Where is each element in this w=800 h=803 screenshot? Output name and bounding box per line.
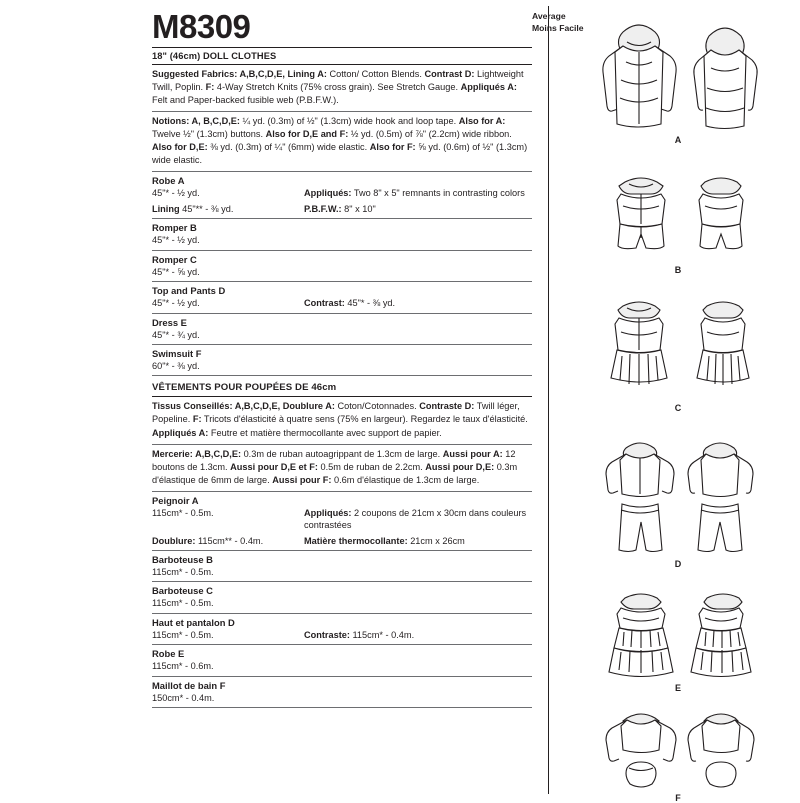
yardage-row — [152, 329, 532, 344]
yardage-size: 45"* - ½ yd. — [152, 235, 200, 246]
french-notions: Mercerie: A,B,C,D,E: 0.3m de ruban autoagrippant de 1.3cm de large. Aussi pour A: 12 boutons de 1.3cm. Aussi pour D,E et F: 0.5m de ruban de 2.2cm. Aussi pour D,E: 0.3m d'élastique de 6mm de large. Aussi pour F: 0.6m d'élastique de 1.3cm de large. — [152, 448, 518, 485]
view-letter-d: D — [674, 559, 682, 569]
english-fabrics: Suggested Fabrics: A,B,C,D,E, Lining A: Cotton/ Cotton Blends. Contrast D: Lightweight Twill, Poplin. F: 4-Way Stretch Knits (75% cross grain). See Stretch Gauge. Appliqués A: Felt and Paper-backed fusible web (P.B.F.W.). — [152, 69, 524, 106]
yardage-size: 45"* - ½ yd. — [152, 298, 200, 309]
yardage-section-title: Peignoir A — [152, 494, 199, 506]
yardage-size: Lining 45"** - ⅜ yd. — [152, 203, 234, 214]
yardage-row — [152, 597, 532, 612]
garment-top-pants-d-back-icon — [684, 434, 758, 558]
view-illustration-d — [556, 434, 800, 569]
english-title: 18" (46cm) DOLL CLOTHES — [152, 51, 277, 61]
french-yardage-sections — [152, 492, 532, 708]
yardage-row — [152, 692, 532, 707]
view-letter-c: C — [674, 403, 682, 413]
garment-dress-e-back-icon — [685, 590, 759, 682]
view-illustration-b — [556, 172, 800, 275]
yardage-size: 45"* - ⅝ yd. — [152, 266, 200, 277]
yardage-row — [152, 507, 532, 535]
french-title: VÊTEMENTS POUR POUPÉES DE 46cm — [152, 382, 337, 394]
yardage-note: Contraste: 115cm* - 0.4m. — [304, 629, 415, 640]
garment-top-pants-d-front-icon — [598, 434, 682, 558]
view-illustration-c — [556, 296, 800, 413]
view-letter-f: F — [675, 793, 681, 803]
yardage-section — [152, 582, 532, 613]
french-fabrics: Tissus Conseillés: A,B,C,D,E, Doublure A: Coton/Cotonnades. Contraste D: Twill léger, Popeline. F: Tricots d'élasticité à quatre sens (75% en largeur). Regardez le taux d'élasticité. Appliqués A: Feutre et matière thermocollante avec support de papier. — [152, 401, 528, 438]
garment-robe-a-back-icon — [687, 6, 763, 134]
view-letter-a: A — [674, 135, 682, 145]
yardage-section-title: Romper C — [152, 253, 197, 265]
difficulty-fr: Moins Facile — [532, 23, 584, 34]
view-illustration-f — [556, 704, 800, 803]
yardage-section — [152, 172, 532, 219]
difficulty-en: Average — [532, 11, 566, 21]
page-title: M8309 — [152, 8, 251, 45]
main-text-column — [152, 8, 532, 708]
english-yardage-sections — [152, 172, 532, 376]
yardage-size: 45"* - ¾ yd. — [152, 329, 200, 340]
yardage-section — [152, 492, 532, 551]
yardage-section — [152, 282, 532, 313]
yardage-section-title: Robe E — [152, 648, 185, 660]
yardage-size: 115cm* - 0.5m. — [152, 598, 214, 609]
yardage-size: Doublure: 115cm** - 0.4m. — [152, 535, 264, 546]
yardage-size: 150cm* - 0.4m. — [152, 692, 215, 703]
yardage-row — [152, 629, 532, 644]
yardage-section — [152, 551, 532, 582]
yardage-row — [152, 566, 532, 581]
yardage-size: 115cm* - 0.5m. — [152, 507, 214, 518]
yardage-row — [152, 297, 532, 312]
yardage-section — [152, 345, 532, 376]
yardage-section — [152, 251, 532, 282]
yardage-section — [152, 614, 532, 645]
garment-romper-b-front-icon — [599, 172, 683, 264]
yardage-note — [304, 692, 532, 704]
yardage-size: 115cm* - 0.5m. — [152, 629, 214, 640]
yardage-note: Matière thermocollante: 21cm x 26cm — [304, 535, 465, 546]
yardage-note: Contrast: 45"* - ⅜ yd. — [304, 298, 396, 309]
view-illustration-e — [556, 590, 800, 693]
yardage-note — [304, 597, 532, 609]
yardage-section-title: Romper B — [152, 222, 197, 234]
yardage-size: 115cm* - 0.6m. — [152, 661, 214, 672]
yardage-note: Appliqués: Two 8" x 5" remnants in contrasting colors — [304, 188, 525, 199]
yardage-note — [304, 660, 532, 672]
yardage-note: Appliqués: 2 coupons de 21cm x 30cm dans couleurs contrastées — [304, 507, 527, 531]
divider — [152, 707, 532, 708]
yardage-section — [152, 219, 532, 250]
yardage-note — [304, 266, 532, 278]
yardage-note — [304, 360, 532, 372]
yardage-section — [152, 677, 532, 708]
yardage-size: 60"* - ⅜ yd. — [152, 360, 200, 371]
english-notions: Notions: A, B,C,D,E: ¼ yd. (0.3m) of ½" (1.3cm) wide hook and loop tape. Also for A: Twelve ½" (1.3cm) buttons. Also for D,E and F: ½ yd. (0.5m) of ⅞" (2.2cm) wide ribbon. Also for D,E: ⅜ yd. (0.3m) of ¼" (6mm) wide elastic. Also for F: ⅝ yd. (0.6m) of ½" (1.3cm) wide elastic. — [152, 116, 528, 166]
yardage-size: 115cm* - 0.5m. — [152, 567, 214, 578]
column-divider — [548, 6, 549, 794]
garment-swimsuit-f-front-icon — [599, 704, 683, 792]
yardage-row — [152, 535, 532, 550]
yardage-row — [152, 660, 532, 675]
garment-romper-c-back-icon — [685, 296, 761, 402]
yardage-row — [152, 187, 532, 202]
yardage-section-title: Barboteuse C — [152, 585, 213, 597]
illustration-column — [556, 0, 800, 803]
yardage-section-title: Maillot de bain F — [152, 679, 226, 691]
yardage-section-title: Haut et pantalon D — [152, 616, 235, 628]
yardage-note — [304, 329, 532, 341]
yardage-row — [152, 266, 532, 281]
view-illustration-a — [556, 6, 800, 145]
yardage-note — [304, 234, 532, 246]
yardage-section-title: Swimsuit F — [152, 347, 202, 359]
view-letter-e: E — [674, 683, 681, 693]
garment-dress-e-front-icon — [597, 590, 683, 682]
yardage-note — [304, 566, 532, 578]
garment-swimsuit-f-back-icon — [685, 704, 757, 792]
yardage-section — [152, 314, 532, 345]
yardage-section-title: Top and Pants D — [152, 285, 226, 297]
yardage-section-title: Robe A — [152, 175, 185, 187]
garment-robe-a-front-icon — [593, 6, 685, 134]
yardage-section-title: Dress E — [152, 316, 187, 328]
yardage-section — [152, 645, 532, 676]
yardage-row — [152, 203, 532, 218]
garment-romper-b-back-icon — [685, 172, 757, 264]
garment-romper-c-front-icon — [595, 296, 683, 402]
yardage-row — [152, 360, 532, 375]
yardage-size: 45"* - ½ yd. — [152, 188, 200, 199]
yardage-section-title: Barboteuse B — [152, 554, 213, 566]
yardage-row — [152, 234, 532, 249]
yardage-note: P.B.F.W.: 8" x 10" — [304, 203, 376, 214]
view-letter-b: B — [674, 265, 682, 275]
